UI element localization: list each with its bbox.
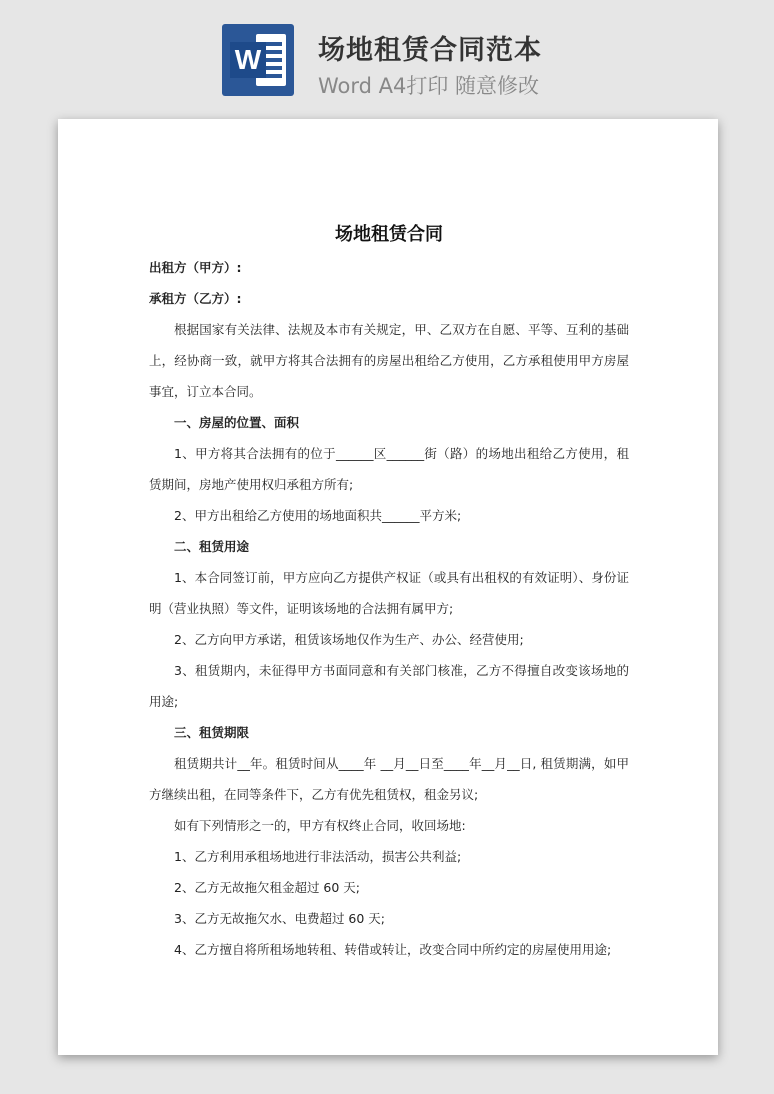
banner [0, 0, 774, 110]
lessee-label: 承租方（乙方）: [149, 291, 242, 306]
section-3-condition-4: 4、乙方擅自将所租场地转租、转借或转让，改变合同中所约定的房屋使用用途; [174, 942, 612, 957]
section-2-item-2: 2、乙方向甲方承诺，租赁该场地仅作为生产、办公、经营使用; [174, 632, 524, 647]
section-3-condition-3: 3、乙方无故拖欠水、电费超过 60 天; [174, 911, 386, 926]
banner-title: 场地租赁合同范本 [318, 35, 542, 66]
document-page [58, 119, 718, 1055]
section-3-heading: 三、租赁期限 [174, 725, 250, 740]
section-3-term: 租赁期共计__年。租赁时间从____年 __月__日至____年__月__日, 租赁期满，如甲方继续出租，在同等条件下，乙方有优先租赁权，租金另议; [149, 756, 629, 802]
section-1-heading: 一、房屋的位置、面积 [174, 415, 300, 430]
section-3-condition-1: 1、乙方利用承租场地进行非法活动，损害公共利益; [174, 849, 462, 864]
section-3-condition-2: 2、乙方无故拖欠租金超过 60 天; [174, 880, 361, 895]
banner-subtitle: Word A4打印 随意修改 [318, 74, 540, 98]
document-title: 场地租赁合同 [335, 224, 443, 245]
section-3-termination-intro: 如有下列情形之一的，甲方有权终止合同，收回场地: [174, 818, 466, 833]
lessor-label: 出租方（甲方）: [149, 260, 242, 275]
section-1-item-1: 1、甲方将其合法拥有的位于______区______街（路）的场地出租给乙方使用，租赁期间，房地产使用权归承租方所有; [149, 446, 629, 492]
section-2-item-3: 3、租赁期内，未征得甲方书面同意和有关部门核准，乙方不得擅自改变该场地的用途; [149, 663, 629, 709]
preamble-paragraph: 根据国家有关法律、法规及本市有关规定，甲、乙双方在自愿、平等、互利的基础上，经协商一致，就甲方将其合法拥有的房屋出租给乙方使用，乙方承租使用甲方房屋事宜，订立本合同。 [149, 322, 629, 399]
section-2-item-1: 1、本合同签订前，甲方应向乙方提供产权证（或具有出租权的有效证明）、身份证明（营业执照）等文件，证明该场地的合法拥有属甲方; [149, 570, 629, 616]
word-icon [222, 24, 294, 96]
document-body [149, 219, 629, 965]
word-icon-letter: W [230, 42, 266, 78]
section-1-item-2: 2、甲方出租给乙方使用的场地面积共______平方米; [174, 508, 462, 523]
section-2-heading: 二、租赁用途 [174, 539, 250, 554]
watermark [89, 500, 117, 528]
